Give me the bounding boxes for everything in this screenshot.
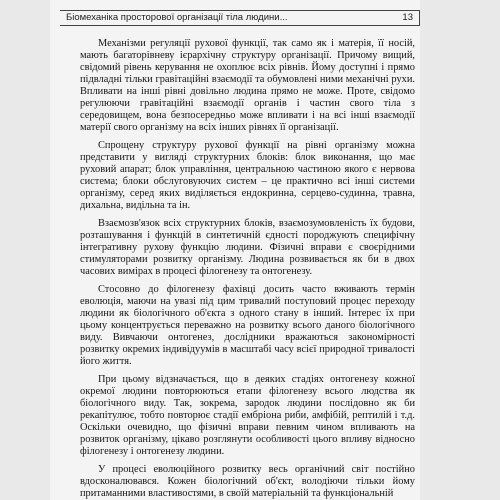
paragraph: Стосовно до філогенезу фахівці досить часто вживають термін еволюція, маючи на увазі під цим тривалий поступовий процес переходу людини як біологічного об'єкта з одного стану в інший. Інтерес їх при цьому концентрується переважно на розвитку всього даного біологічного виду. Вивчаючи онтогенез, дослідники вражаються закономірності розвитку окремих індивідуумів в масштабі часу всієї природної тривалості його життя.: [80, 284, 415, 367]
body-text: [80, 38, 415, 500]
paragraph: Механізми регуляції рухової функції, так само як і матерія, її носій, мають багаторівневу ієрархічну структуру організації. Причому вищий, свідомий рівень керування не охоплює всіх рівнів. Йому доступні і прямо підвладні тільки гравітаційні взаємодії та обумовлені ними механічні рухи. Впливати на інші рівні довільно людина прямо не може. Проте, свідомо регулюючи гравітаційні взаємодії органів і частин свого тіла з середовищем, вона безпосередньо може впливати і на всі інші взаємодії матерії свого організму на всіх інших рівнях її організації.: [80, 38, 415, 133]
book-page: [50, 0, 420, 500]
paragraph: Взаємозв'язок всіх структурних блоків, взаємозумовленість їх будови, розташування і функцій в синтетичній єдності породжують специфічну інтегративну рухову функцію людини. Фізичні вправи є своєрідними стимуляторами розвитку організму. Людина розвивається як би в двох часових вимірах в процесі філогенезу та онтогенезу.: [80, 218, 415, 277]
running-title: Біомеханіка просторової організації тіла людини...: [66, 12, 288, 23]
running-header: [60, 10, 420, 26]
paragraph: При цьому відзначається, що в деяких стадіях онтогенезу кожної окремої людини повторюються етапи філогенезу всього людства як біологічного виду. Так, зокрема, зародок людини послідовно як би рекапітулює, тобто повторює стадії ембріона риби, амфібій, рептилій і т.д. Оскільки очевидно, що фізичні вправи певним чином впливають на розвиток організму, цікаво розглянути особливості цього впливу відносно філогенезу і онтогенезу людини.: [80, 374, 415, 457]
paragraph: Спрощену структуру рухової функції на рівні організму можна представити у вигляді структурних блоків: блок виконання, що має руховий апарат; блок управління, центральною частиною якого є нервова система; блоки обслуговуючих систем – це практично всі інші системи організму, серед яких виділяється ендокринна, серцево-судинна, травна, дихальна, видільна та ін.: [80, 140, 415, 211]
page-number: 13: [402, 12, 413, 23]
paragraph: У процесі еволюційного розвитку весь органічний світ постійно вдосконалювався. Кожен біологічний об'єкт, володіючи тільки йому притаманними властивостями, в своїй матеріальній та функціональній: [80, 464, 415, 499]
